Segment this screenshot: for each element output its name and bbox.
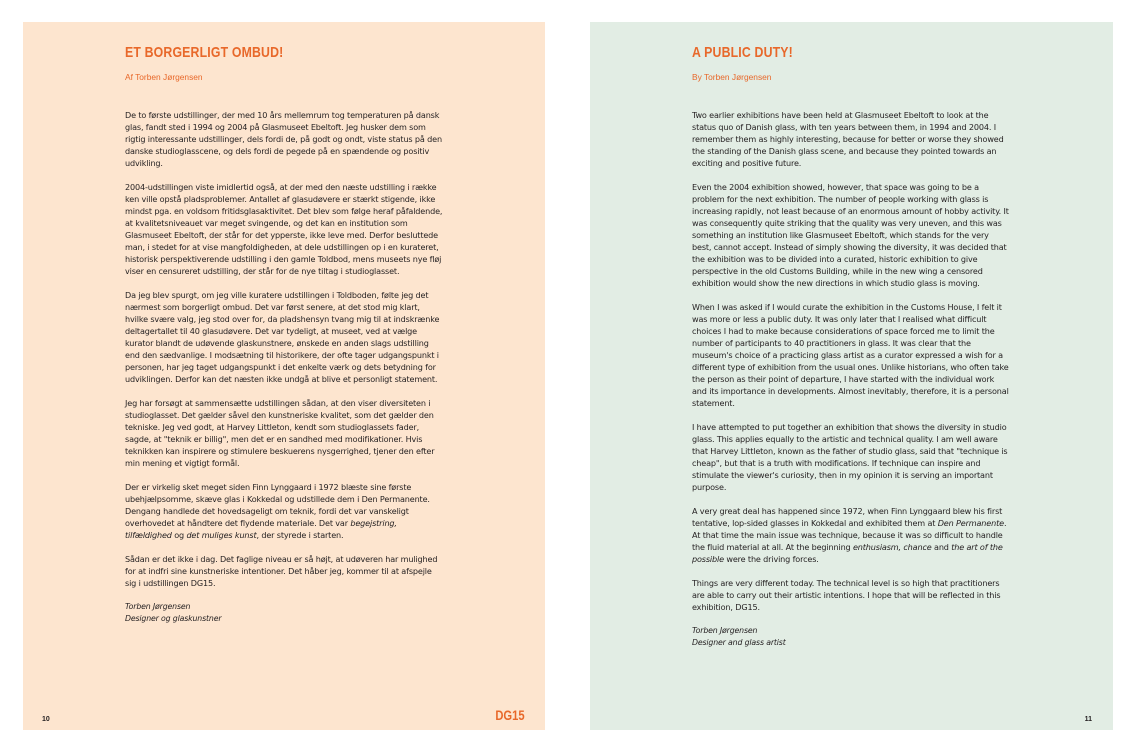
signature: [692, 625, 1010, 649]
article-body: [692, 109, 1010, 649]
brand-logo: DG15: [495, 707, 525, 723]
emphasis: det muliges kunst: [186, 530, 257, 540]
page-title: ET BORGERLIGT OMBUD!: [125, 44, 284, 61]
signature-name: Torben Jørgensen: [692, 626, 758, 635]
paragraph: De to første udstillinger, der med 10 års mellemrum tog temperaturen på dansk glas, fandt sted i 1994 og 2004 på Glasmuseet Ebeltoft. Jeg husker dem som rigtig interessante udstillinger, dels fordi de, på godt og ondt, viste status på den danske studioglasscene, og dels fordi de pegede på en spændende og positiv udvikling.: [125, 110, 442, 168]
right-content: [692, 44, 1010, 649]
paragraph: Sådan er det ikke i dag. Det faglige niveau er så højt, at udøveren har mulighed for at indfri sine kunstneriske intentioner. Det håber jeg, kommer til at afspejle sig i udstillingen DG15.: [125, 554, 438, 588]
paragraph: [125, 481, 445, 541]
right-page: [590, 22, 1113, 730]
paragraph: Two earlier exhibitions have been held at Glasmuseet Ebeltoft to look at the status quo of Danish glass, with ten years between them, in 1994 and 2004. I remember them as highly interesting, because for better or worse they showed the standing of the Danish glass scene, and because they pointed towards an exciting and positive future.: [692, 110, 1004, 168]
left-content: [125, 44, 445, 625]
paragraph: [692, 505, 1010, 565]
emphasis: enthusiasm, chance: [852, 542, 932, 552]
text-run: og: [171, 530, 187, 540]
paragraph: Jeg har forsøgt at sammensætte udstillingen sådan, at den viser diversiteten i studioglasset. Det gælder såvel den kunstneriske kvalitet, som det gælder den tekniske. Jeg ved godt, at Harvey Littleton, kendt som studioglassets fader, sagde, at "teknik er billig", men det er en sandhed med modifikationer. Hvis teknikken kan inspirere og stimulere beskuerens nysgerrighed, tjener den efter min mening et vigtigt formål.: [125, 398, 435, 468]
emphasis: the art of the possible: [692, 542, 1003, 564]
text-run: were the driving forces.: [723, 554, 819, 564]
paragraph: I have attempted to put together an exhibition that shows the diversity in studio glass. This applies equally to the artistic and technical quality. I am well aware that Harvey Littleton, known as the father of studio glass, said that "technique is cheap", but that is a truth with modifications. If technique can inspire and stimulate the viewer's curiosity, then in my opinion it is serving an important purpose.: [692, 422, 1008, 492]
signature-role: Designer og glaskunstner: [125, 614, 222, 623]
paragraph: Da jeg blev spurgt, om jeg ville kuratere udstillingen i Toldboden, følte jeg det nærmest som borgerligt ombud. Det var først senere, at det stod mig klart, hvilke svære valg, jeg stod over for, da pladshensyn tvang mig til at indskrænke deltagertallet til 40 glasudøvere. Det var tydeligt, at museet, ved at vælge kurator blandt de udøvende glaskunstnere, ønskede en anden slags udstilling end den sædvanlige. I modsætning til historikere, der ofte tager udgangspunkt i personen, har jeg taget udgangspunkt i det enkelte værk og dets betydning for udviklingen. Derfor kan det næsten ikke undgå at blive et personligt statement.: [125, 290, 440, 384]
byline: Af Torben Jørgensen: [125, 72, 203, 82]
page-title: A PUBLIC DUTY!: [692, 44, 793, 61]
paragraph: Even the 2004 exhibition showed, however, that space was going to be a problem for the next exhibition. The number of people working with glass is increasing rapidly, not least because of an enormous amount of hobby activity. It was consequently quite striking that the quality was very uneven, and this was something an institution like Glasmuseet Ebeltoft, which stands for the very best, cannot accept. Instead of simply showing the diversity, it was decided that the exhibition was to be divided into a curated, historic exhibition to give perspective in the old Customs Building, while in the new wing a censored exhibition would show the new directions in which studio glass is moving.: [692, 182, 1009, 288]
signature-role: Designer and glass artist: [692, 638, 786, 647]
page-number: 11: [1084, 716, 1092, 723]
text-run: . At that time the main issue was technique, because it was so difficult to handle the fluid material at all. At the beginning: [692, 518, 1007, 552]
left-page: [23, 22, 545, 730]
article-body: [125, 109, 445, 625]
page-number: 10: [42, 716, 50, 723]
paragraph: When I was asked if I would curate the exhibition in the Customs House, I felt it was more or less a public duty. It was only later that I realised what difficult choices I had to make because considerations of space forced me to limit the number of participants to 40 practitioners in glass. It was clear that the museum's choice of a practicing glass artist as a curator expressed a wish for a different type of exhibition from the usual ones. Unlike historians, who often take the person as their point of departure, I have started with the individual work and its importance in developments. Almost inevitably, therefore, it is a personal statement.: [692, 302, 1009, 408]
signature-name: Torben Jørgensen: [125, 602, 191, 611]
byline: By Torben Jørgensen: [692, 72, 772, 82]
emphasis: Den Permanente: [937, 518, 1004, 528]
paragraph: Things are very different today. The technical level is so high that practitioners are able to carry out their artistic intentions. I hope that will be reflected in this exhibition, DG15.: [692, 578, 1001, 612]
text-run: A very great deal has happened since 1972, when Finn Lynggaard blew his first tentative, lop-sided glasses in Kokkedal and exhibited them at: [692, 506, 1003, 528]
signature: [125, 601, 445, 625]
text-run: Der er virkelig sket meget siden Finn Lynggaard i 1972 blæste sine første ubehjælpsomme, skæve glas i Kokkedal og udstillede dem i Den Permanente. Dengang handlede det hovedsageligt om teknik, fordi det var vanskeligt overhovedet at håndtere det flydende materiale. Det var: [125, 482, 430, 528]
text-run: , der styrede i starten.: [256, 530, 344, 540]
text-run: and: [931, 542, 952, 552]
paragraph: 2004-udstillingen viste imidlertid også, at der med den næste udstilling i række ken ville opstå pladsproblemer. Antallet af glasudøvere er stærkt stigende, ikke mindst pga. en voldsom fritidsglasaktivitet. Det blev som følge heraf påfaldende, at kvalitetsniveauet var meget svingende, og det kan en institution som Glasmuseet Ebeltoft, der står for det ypperste, ikke leve med. Derfor besluttede man, i stedet for at vise mangfoldigheden, at dele udstillingen op i en kurateret, historisk perspektiverende udstilling i den gamle Toldbod, mens museets nye fløj viser en censureret udstilling, der står for de nye tiltag i studioglasset.: [125, 182, 443, 276]
emphasis: begejstring, tilfældighed: [125, 518, 397, 540]
